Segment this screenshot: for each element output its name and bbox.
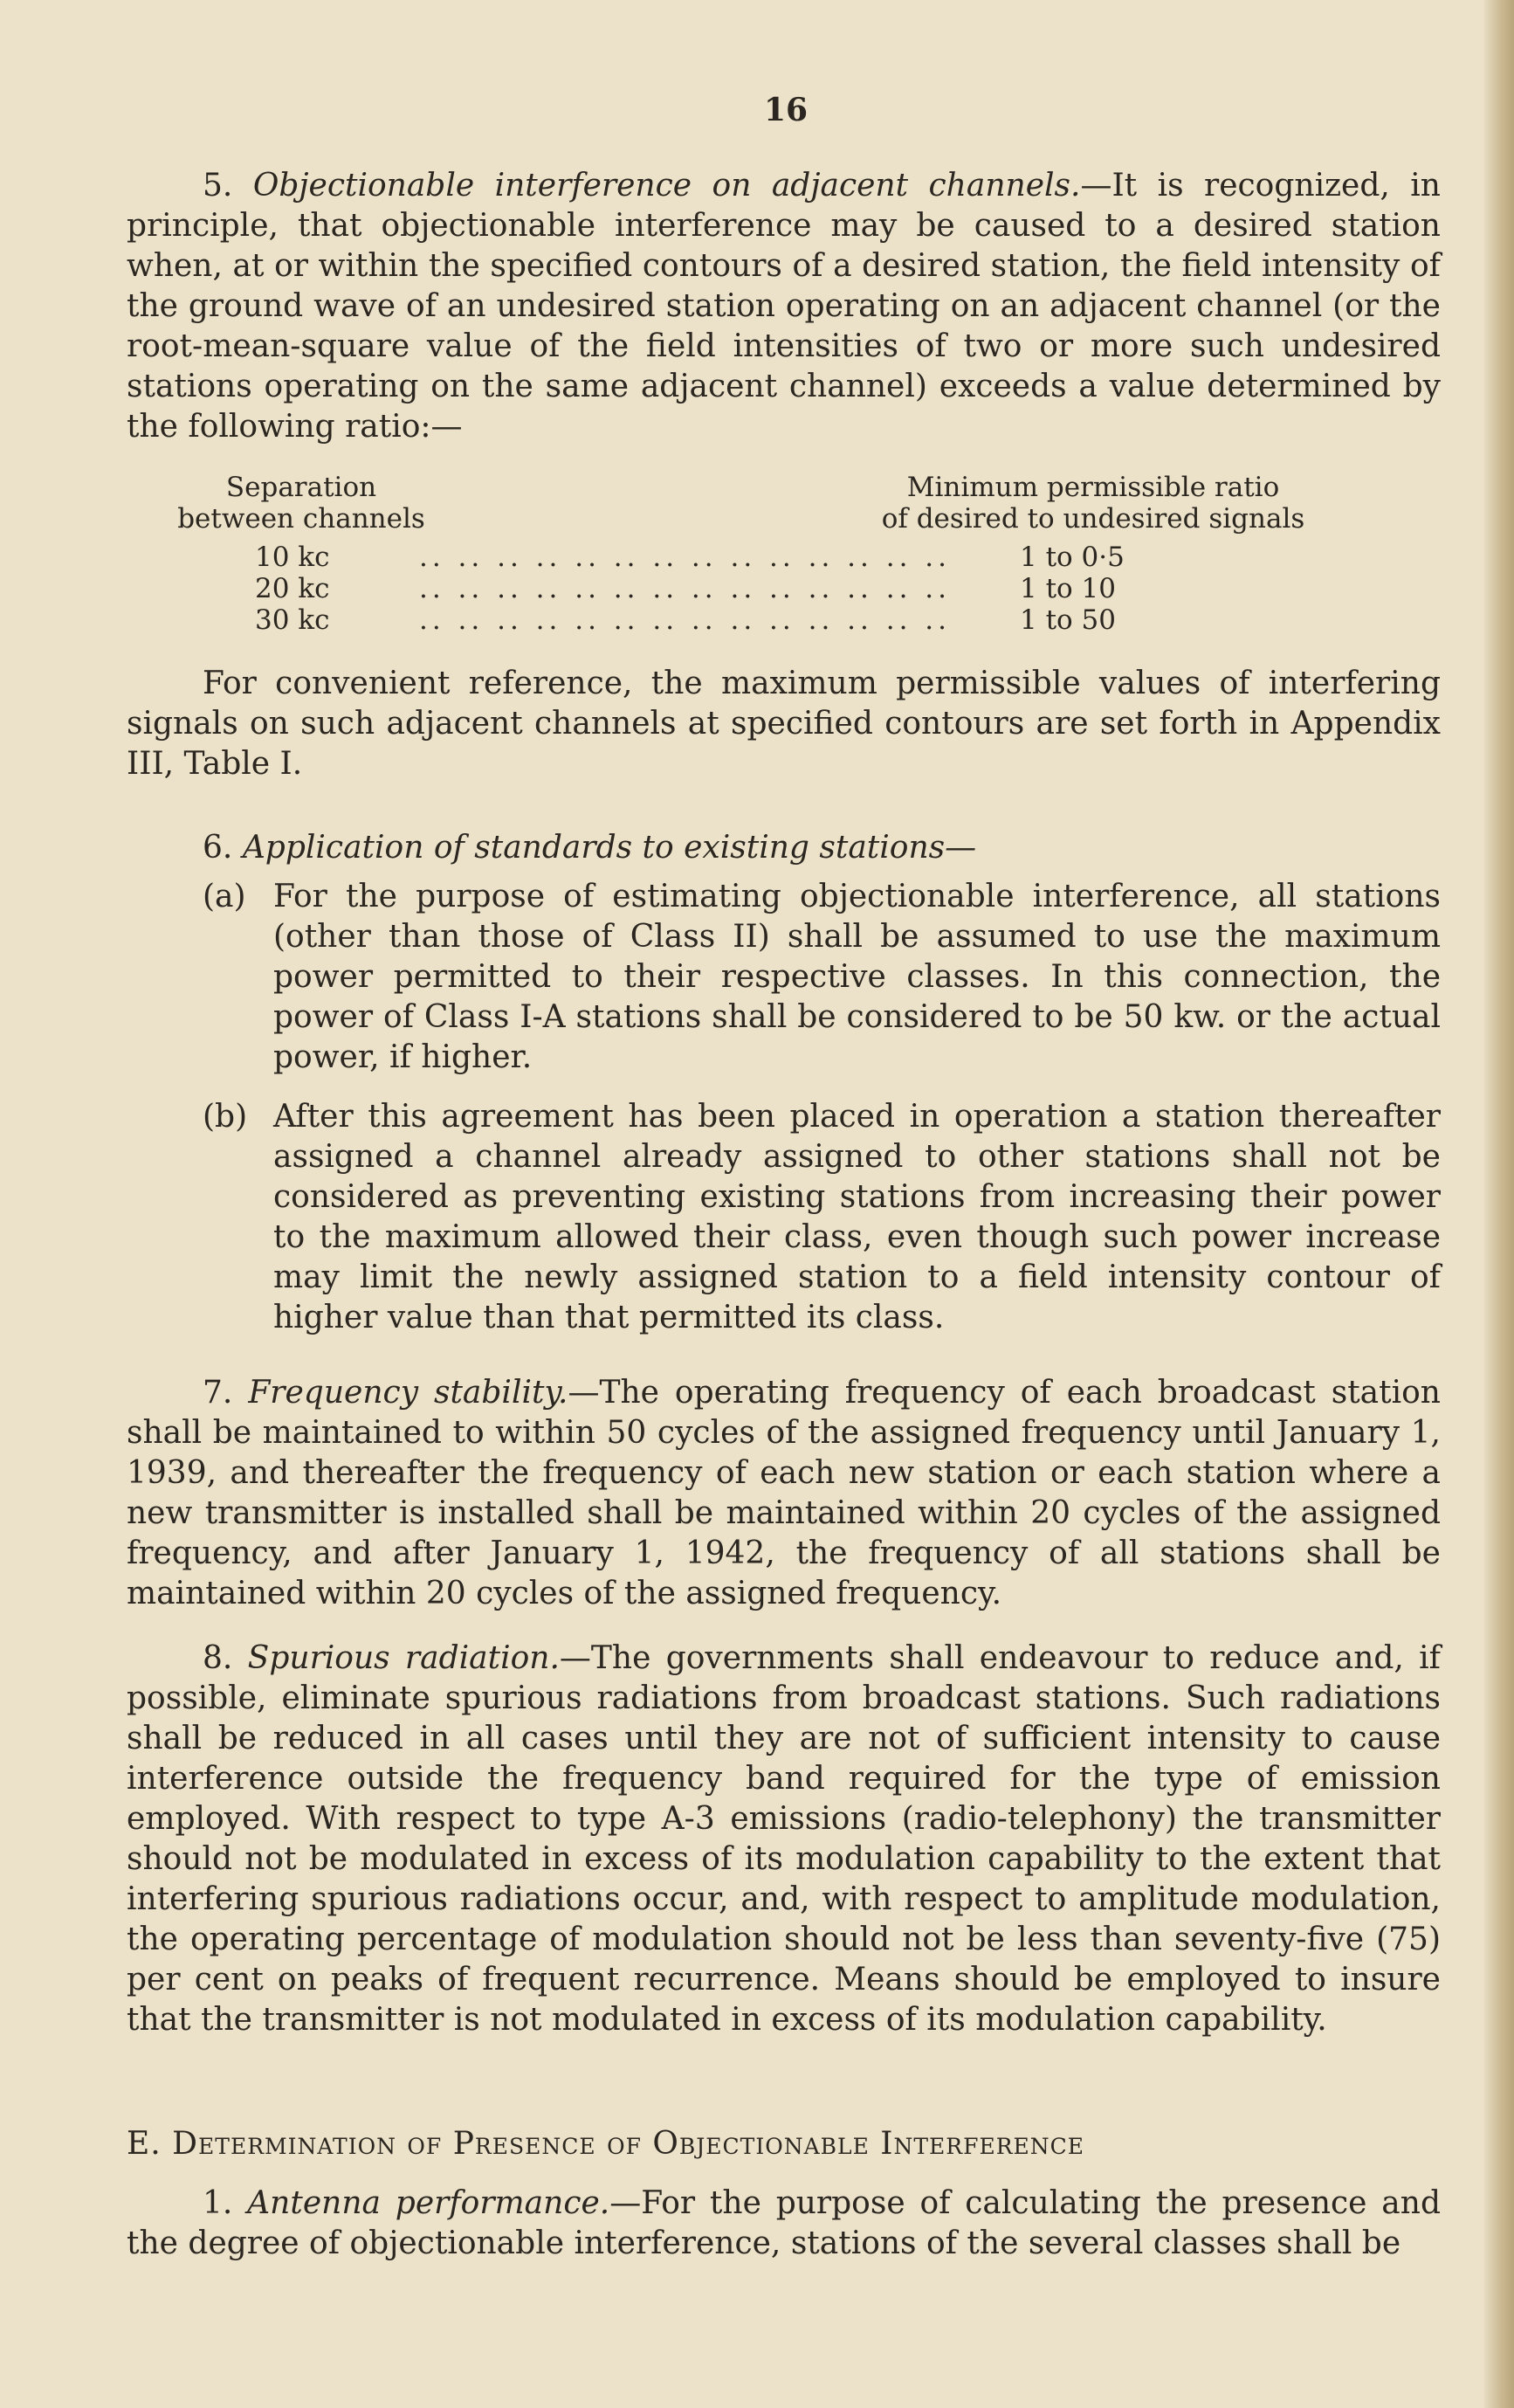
separation-value: 10 kc [255, 542, 330, 573]
section-7-paragraph [127, 1373, 1441, 1614]
section-6-item-b [127, 1097, 1441, 1338]
dot-leader: .. .. .. .. .. .. .. .. .. .. .. .. .. .. [419, 573, 952, 604]
reference-paragraph: For convenient reference, the maximum permissible values of interfering signals on such adjacent channels at specified contours are set forth in Appendix III, Table I. [127, 666, 1441, 782]
ratio-table [175, 472, 1327, 636]
header-ratio-line2: of desired to undesired signals [881, 503, 1305, 535]
section-e-1-paragraph [127, 2184, 1441, 2264]
section-5-paragraph [127, 166, 1441, 447]
section-8-paragraph [127, 1639, 1441, 2040]
section-8-body: —The governments shall endeavour to reduce and, if possible, eliminate spurious radiations from broadcast stations. Such radiations shall be reduced in all cases until they are not of sufficient intensity to cause interference outside the frequency band required for the type of emission employed. With respect to type A-3 emissions (radio-telephony) the transmitter should not be modulated in excess of its modulation capability to the extent that interfering spurious radiations occur, and, with respect to amplitude modulation, the operating percentage of modulation should not be less than seventy-five (75) per cent on peaks of frequent recurrence. Means should be employed to insure that the transmitter is not modulated in excess of its modulation capability. [127, 1640, 1442, 2038]
section-7 [127, 1373, 1441, 1614]
section-5 [127, 166, 1441, 447]
table-row [175, 604, 1327, 636]
section-8-title: Spurious radiation. [247, 1640, 560, 1676]
section-e-heading: E. Determination of Presence of Objectionable Interference [127, 2126, 1085, 2162]
dot-leader: .. .. .. .. .. .. .. .. .. .. .. .. .. .. [419, 542, 952, 573]
section-e-1-body: —For the purpose of calculating the presence and the degree of objectionable interference, stations of the several classes shall be [127, 2185, 1441, 2261]
section-6-heading [127, 828, 1441, 868]
dot-leader: .. .. .. .. .. .. .. .. .. .. .. .. .. .. [419, 604, 952, 636]
section-8-number: 8. [203, 1640, 233, 1676]
reference-paragraph-block [127, 664, 1441, 784]
table-row [175, 542, 1327, 573]
header-separation [175, 472, 428, 535]
section-5-body: —It is recognized, in principle, that objectionable interference may be caused to a desired station when, at or within the specified contours of a desired station, the field intensity of the ground wave of an undesired station operating on an adjacent channel (or the root-mean-square value of the field intensities of two or more such undesired stations operating on the same adjacent channel) exceeds a value determined by the following ratio:— [127, 168, 1441, 445]
header-ratio [857, 472, 1329, 535]
section-5-title: Objectionable interference on adjacent channels. [252, 168, 1081, 204]
header-separation-line1: Separation [225, 472, 377, 503]
ratio-value: 1 to 0·5 [1020, 542, 1125, 573]
ratio-table-header [175, 472, 1327, 542]
section-e [127, 2124, 1441, 2164]
section-6-title: Application of standards to existing stations— [242, 830, 977, 866]
table-row [175, 573, 1327, 604]
ratio-value: 1 to 10 [1020, 573, 1116, 604]
separation-value: 20 kc [255, 573, 330, 604]
ratio-value: 1 to 50 [1020, 604, 1116, 636]
page-edge [1484, 0, 1514, 2408]
header-ratio-line1: Minimum permissible ratio [906, 472, 1280, 503]
item-text: After this agreement has been placed in operation a station thereafter assigned a channel already assigned to other stations shall not be considered as preventing existing stations from increasing their power to the maximum allowed their class, even though such power increase may limit the newly assigned station to a field intensity contour of higher value than that permitted its class. [273, 1099, 1441, 1335]
header-separation-line2: between channels [177, 503, 425, 535]
section-6-item-a [127, 877, 1441, 1078]
page-number: 16 [763, 92, 809, 128]
separation-value: 30 kc [255, 604, 330, 636]
section-7-title: Frequency stability. [248, 1375, 568, 1411]
item-text: For the purpose of estimating objectionable interference, all stations (other than those of Class II) shall be assumed to use the maximum power permitted to their respective classes. In this connection, the power of Class I-A stations shall be considered to be 50 kw. or the actual power, if higher. [273, 879, 1441, 1075]
section-6-number: 6. [203, 830, 233, 866]
item-label: (a) [203, 879, 246, 914]
section-7-number: 7. [203, 1375, 233, 1411]
section-7-body: —The operating frequency of each broadcast station shall be maintained to within 50 cycles of the assigned frequency until January 1, 1939, and thereafter the frequency of each new station or each station where a new transmitter is installed shall be maintained within 20 cycles of the assigned frequency, and after January 1, 1942, the frequency of all stations shall be maintained within 20 cycles of the assigned frequency. [127, 1375, 1441, 1611]
section-5-number: 5. [203, 168, 233, 204]
section-8 [127, 1639, 1441, 2040]
section-6 [127, 828, 1441, 1338]
section-e-1-number: 1. [203, 2185, 233, 2221]
section-e-1-title: Antenna performance. [247, 2185, 610, 2221]
section-e-1 [127, 2184, 1441, 2264]
item-label: (b) [203, 1099, 248, 1135]
